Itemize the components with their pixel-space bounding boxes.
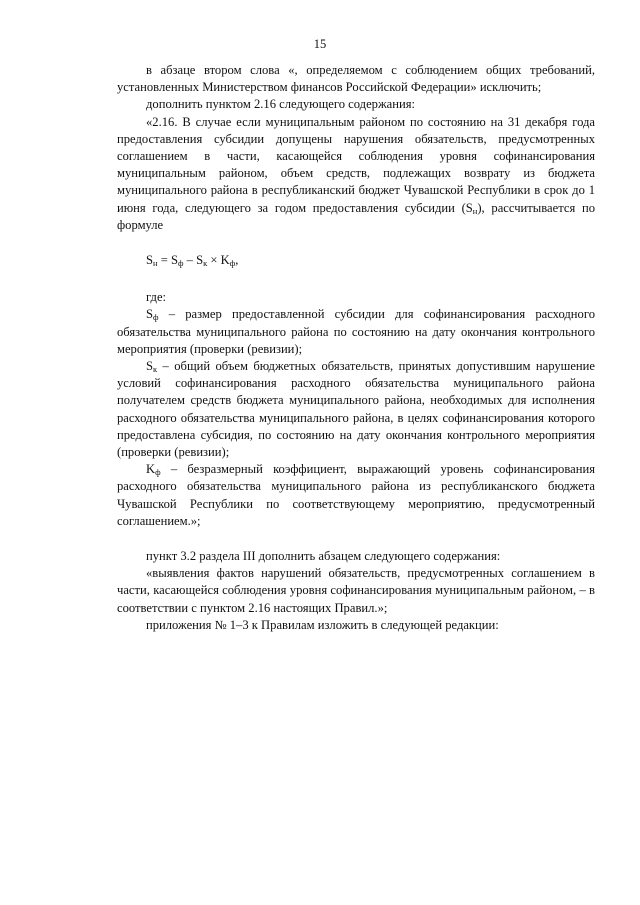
definition-text: – общий объем бюджетных обязательств, принятых допустившим нарушение условий софинансирования расходного обязательства муниципального района получателем средств бюджета муниципального района, необходимых для исполнения расходного обязательства муниципального района, в целях софинансирования которого предоставлена субсидия, по состоянию на дату окончания контрольного мероприятия (проверки (ревизии);	[117, 359, 595, 460]
definition-text: – безразмерный коэффициент, выражающий уровень софинансирования расходного обязательства муниципального района из республиканского бюджета Чувашской Республики по соответствующему мероприятию, предусмотренный соглашением.»;	[117, 462, 595, 528]
formula-sub-k: к	[203, 258, 208, 269]
where-label: где:	[146, 290, 167, 305]
formula-minus: – S	[183, 253, 204, 268]
formula-sub-n: н	[153, 258, 158, 269]
definition-s-k	[117, 358, 595, 461]
formula	[117, 252, 595, 269]
paragraph-punkt-3-2: пункт 3.2 раздела III дополнить абзацем следующего содержания:	[146, 549, 501, 564]
definition-text: – размер предоставленной субсидии для софинансирования расходного обязательства муниципального района по состоянию на дату окончания контрольного мероприятия (проверки (ревизии);	[117, 307, 595, 356]
formula-end: ,	[235, 253, 239, 268]
subscript-n: н	[472, 205, 478, 216]
formula-eq: = S	[157, 253, 178, 268]
definition-subscript: ф	[153, 312, 159, 323]
formula-sub-kf: ф	[229, 258, 236, 269]
formula-sub-f: ф	[177, 258, 184, 269]
document-body	[117, 62, 595, 634]
formula-times: × K	[207, 253, 230, 268]
paragraph-abzac-vtoroy: в абзаце втором слова «, определяемом с соблюдением общих требований, установленных Министерством финансов Российской Федерации» исключить;	[117, 63, 595, 95]
paragraph-dopolnit-punkt: дополнить пунктом 2.16 следующего содержания:	[146, 97, 416, 112]
definition-subscript: к	[153, 364, 158, 375]
definition-subscript: ф	[155, 467, 161, 478]
formula-s: S	[146, 253, 154, 268]
paragraph-vyyavleniya: «выявления фактов нарушений обязательств, предусмотренных соглашением в части, касающейся соблюдения уровня софинансирования муниципальным районом, – в соответствии с пунктом 2.16 настоящих Правил.»;	[117, 566, 595, 615]
definition-symbol: K	[146, 462, 156, 477]
paragraph-prilozheniya: приложения № 1–3 к Правилам изложить в следующей редакции:	[146, 617, 499, 632]
paragraph-punkt-2-16-text: «2.16. В случае если муниципальным районом по состоянию на 31 декабря года предоставления субсидии допущены нарушения обязательств, предусмотренных соглашением в части, касающейся соблюдения уровня софинансирования муниципальным районом, объем средств, подлежащих возврату из бюджета муниципального района в республиканский бюджет Чувашской Республики в срок до 1 июня года, следующего за годом предоставления субсидии (S	[117, 114, 595, 215]
definition-k-f	[117, 461, 595, 530]
page-number: 15	[313, 37, 327, 51]
definition-s-f	[117, 306, 595, 358]
paragraph-punkt-2-16	[117, 114, 595, 234]
definition-symbol: S	[146, 359, 154, 374]
paragraph-punkt-2-16-tail: ), рассчитывается по формуле	[117, 200, 595, 232]
definition-symbol: S	[146, 307, 154, 322]
